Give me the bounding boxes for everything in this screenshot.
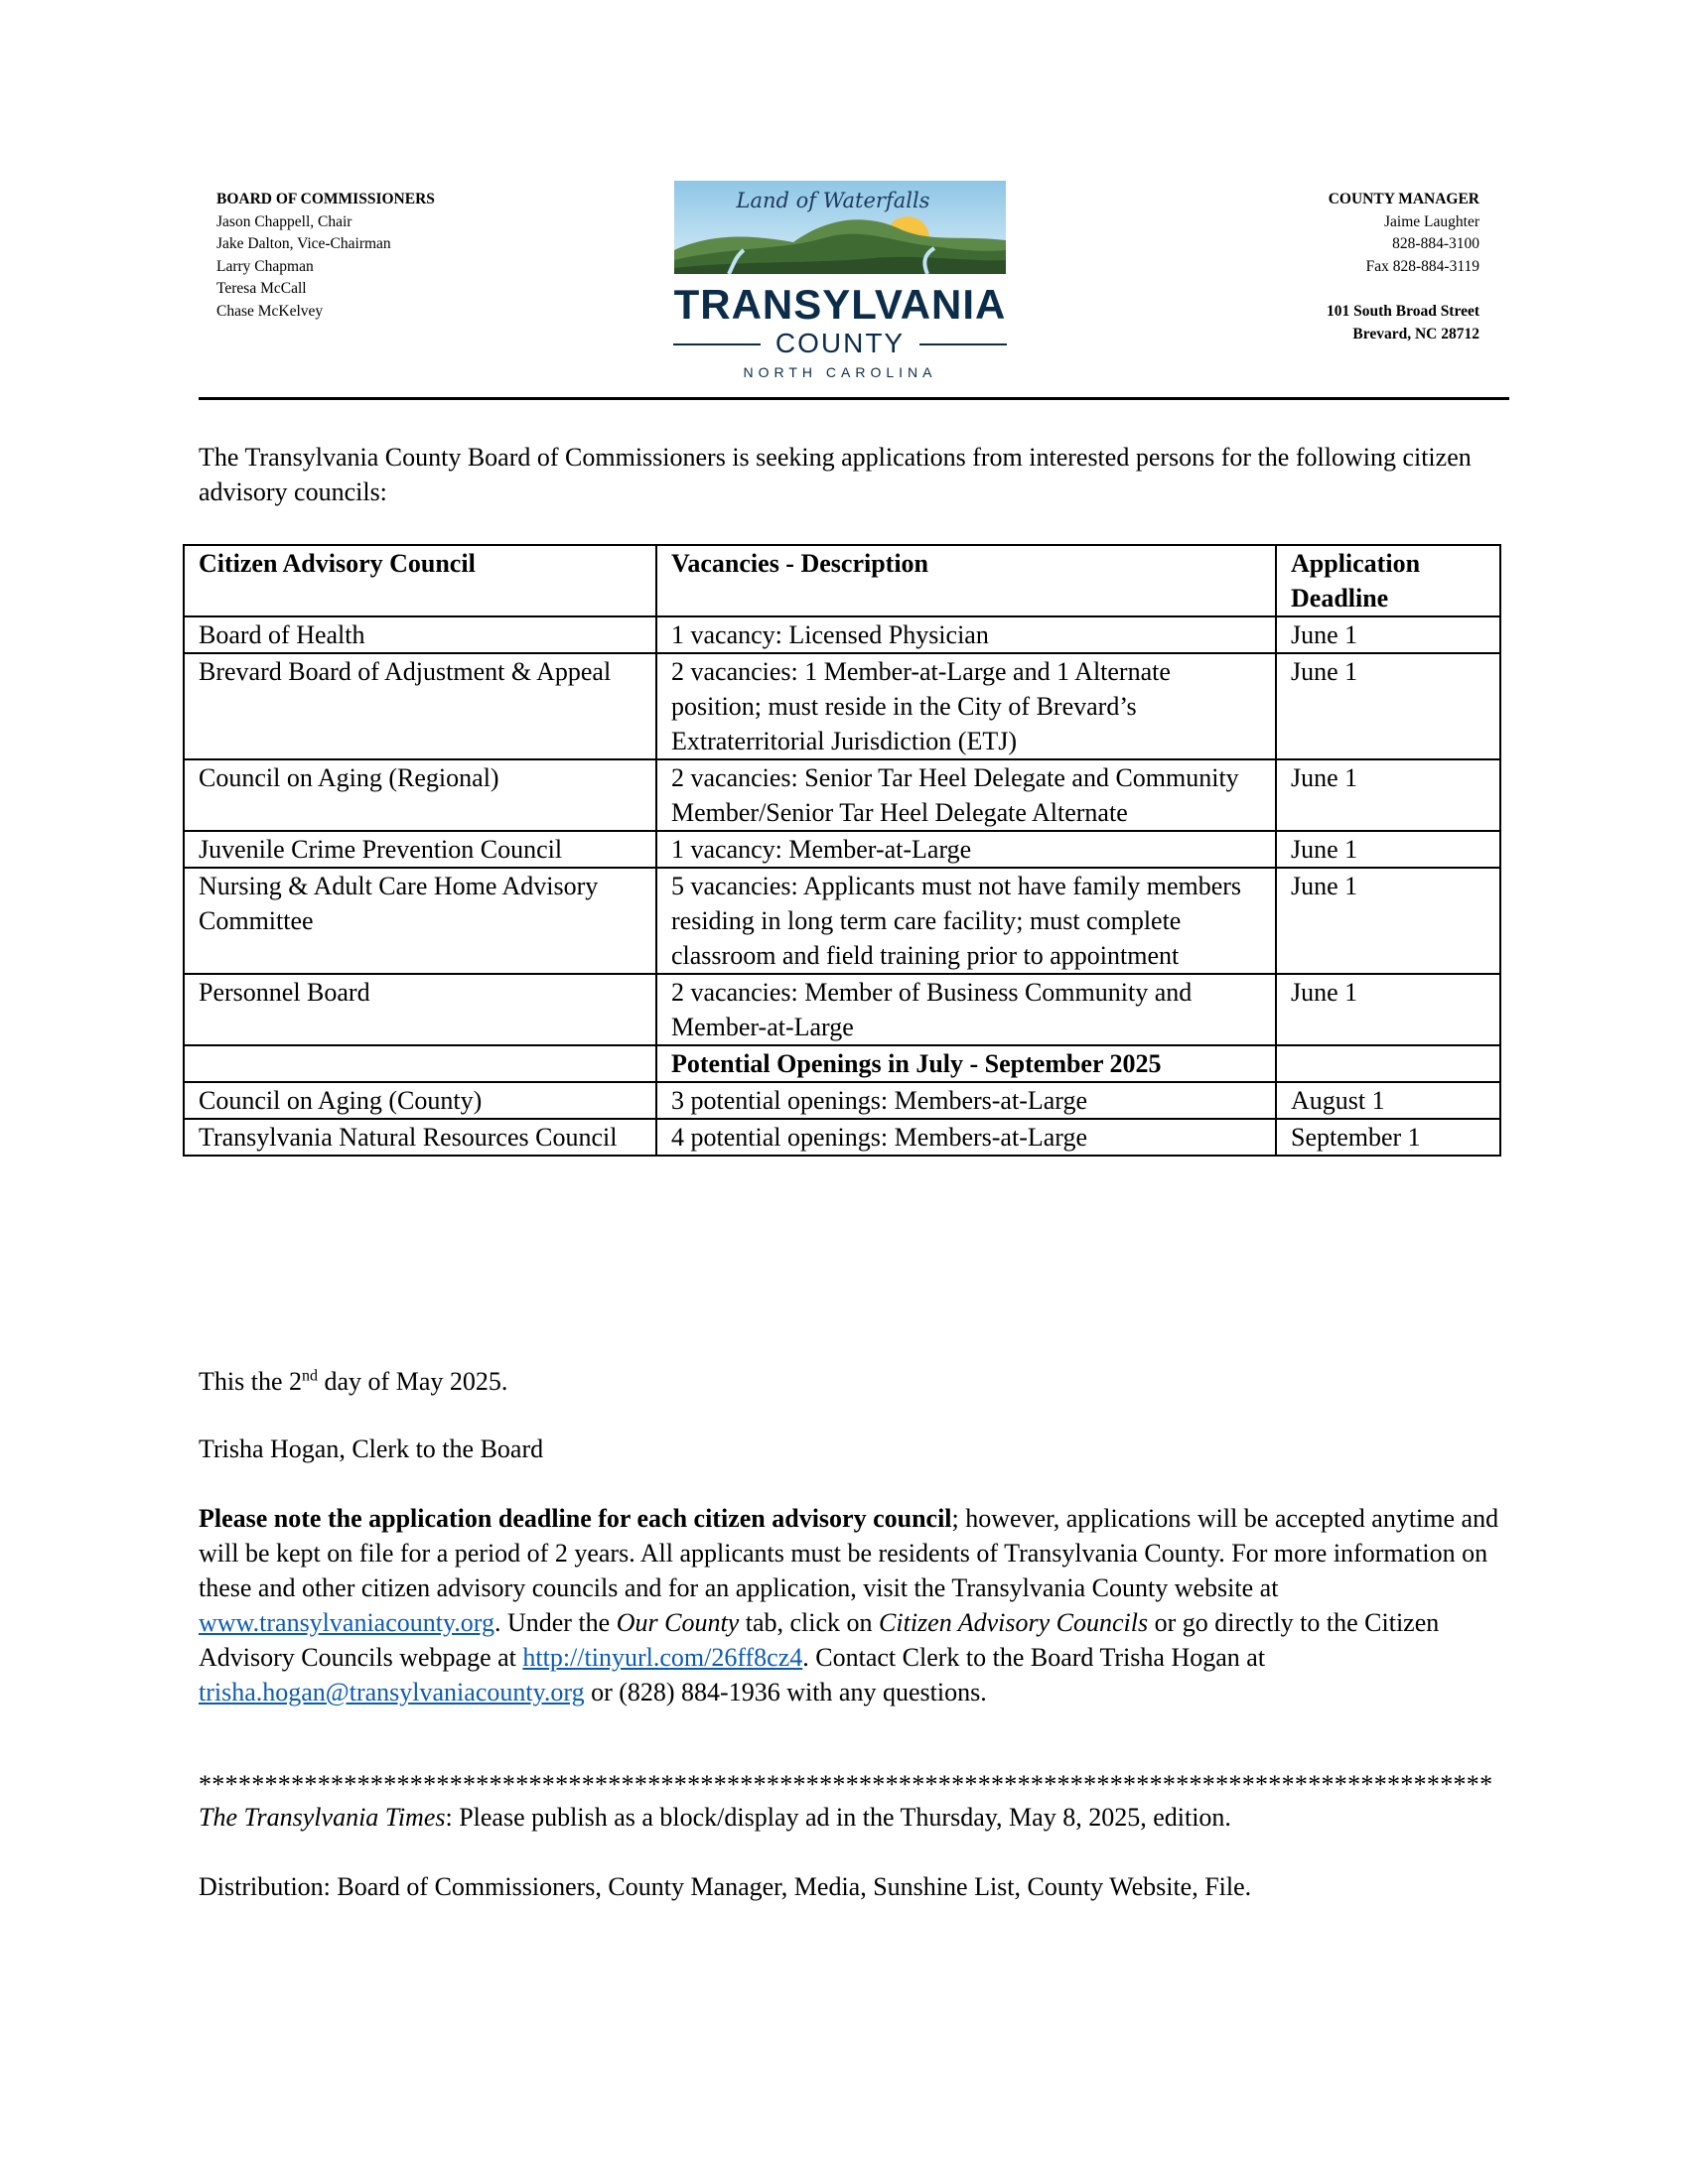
note-text: or go directly to the Citizen Advisory Councils webpage at (199, 1608, 1440, 1672)
board-member: Jake Dalton, Vice-Chairman (216, 235, 391, 252)
website-link[interactable]: www.transylvaniacounty.org (199, 1608, 494, 1637)
our-county-tab: Our County (616, 1608, 740, 1637)
column-header: Vacancies - Description (656, 545, 1276, 616)
potential-openings-heading: Potential Openings in July - September 2025 (656, 1045, 1276, 1082)
note-text: tab, click on (739, 1608, 880, 1637)
empty-cell (1276, 1045, 1500, 1082)
board-member: Larry Chapman (216, 257, 314, 275)
publication-note (199, 1800, 1509, 1835)
citizen-advisory-councils-label: Citizen Advisory Councils (879, 1608, 1149, 1637)
council-cell: Council on Aging (Regional) (184, 759, 656, 831)
vacancies-cell: 1 vacancy: Member-at-Large (656, 831, 1276, 868)
board-of-commissioners (216, 189, 435, 323)
clerk-signature: Trisha Hogan, Clerk to the Board (199, 1434, 544, 1463)
column-header: Application Deadline (1276, 545, 1500, 616)
council-cell: Transylvania Natural Resources Council (184, 1119, 656, 1156)
manager-heading: COUNTY MANAGER (1328, 191, 1479, 207)
tinyurl-link[interactable]: http://tinyurl.com/26ff8cz4 (522, 1643, 803, 1672)
deadline-cell: June 1 (1276, 653, 1500, 759)
note-bold: Please note the application deadline for each citizen advisory council (199, 1504, 952, 1533)
deadline-cell: June 1 (1276, 974, 1500, 1045)
address-line1: 101 South Broad Street (1326, 303, 1479, 320)
logo-county-word: COUNTY (774, 328, 906, 358)
vacancies-cell: 5 vacancies: Applicants must not have family members residing in long term care facility; must complete classroom and field training prior to appointment (656, 868, 1276, 974)
deadline-cell: June 1 (1276, 868, 1500, 974)
manager-fax: Fax 828-884-3119 (1365, 257, 1479, 275)
note-text: ; however, applications will be accepted anytime and will be kept on file for a period of 2 years. All applicants must be residents of Transylvania County. For more information on these and other citizen advisory councils and for an application, visit the Transylvania County website at (199, 1504, 1499, 1602)
svg-text:Land of Waterfalls: Land of Waterfalls (736, 189, 930, 212)
deadline-cell: September 1 (1276, 1119, 1500, 1156)
board-member: Jason Chappell, Chair (216, 212, 352, 230)
table-row (184, 1082, 1500, 1119)
note-text: . Under the (493, 1608, 617, 1637)
board-heading: BOARD OF COMMISSIONERS (216, 191, 435, 207)
intro-paragraph: The Transylvania County Board of Commissioners is seeking applications from interested persons for the following citizen advisory councils: (199, 443, 1472, 506)
board-member: Teresa McCall (216, 280, 307, 297)
date-ordinal: nd (302, 1367, 318, 1385)
deadline-cell: June 1 (1276, 759, 1500, 831)
council-cell: Board of Health (184, 616, 656, 653)
note-text: or (828) 884-1936 with any questions. (584, 1678, 987, 1706)
table-row (184, 974, 1500, 1045)
councils-table (183, 544, 1501, 1157)
board-member: Chase McKelvey (216, 302, 324, 320)
note-paragraph (199, 1501, 1509, 1709)
logo-name: TRANSYLVANIA (673, 281, 1007, 328)
potential-openings-row (184, 1045, 1500, 1082)
mountain-landscape-icon (674, 181, 1006, 274)
table-row (184, 653, 1500, 759)
publication-text: : Please publish as a block/display ad in the Thursday, May 8, 2025, edition. (445, 1803, 1231, 1832)
deadline-cell: August 1 (1276, 1082, 1500, 1119)
vacancies-cell: 1 vacancy: Licensed Physician (656, 616, 1276, 653)
vacancies-cell: 3 potential openings: Members-at-Large (656, 1082, 1276, 1119)
separator-stars: ************************************************************************************************** (199, 1770, 1493, 1799)
vacancies-cell: 2 vacancies: Senior Tar Heel Delegate and Community Member/Senior Tar Heel Delegate Alternate (656, 759, 1276, 831)
manager-phone: 828-884-3100 (1392, 235, 1479, 252)
table-header-row (184, 545, 1500, 616)
date-text: This the 2 (199, 1367, 302, 1396)
deadline-cell: June 1 (1276, 616, 1500, 653)
county-manager-block (1327, 189, 1479, 345)
header-divider (199, 397, 1509, 400)
council-cell: Nursing & Adult Care Home Advisory Committee (184, 868, 656, 974)
logo-state: NORTH CAROLINA (743, 364, 937, 380)
empty-cell (184, 1045, 656, 1082)
deadline-cell: June 1 (1276, 831, 1500, 868)
manager-name: Jaime Laughter (1384, 212, 1479, 230)
table-row (184, 616, 1500, 653)
table-row (184, 831, 1500, 868)
table-row (184, 759, 1500, 831)
table-row (184, 1119, 1500, 1156)
table-row (184, 868, 1500, 974)
council-cell: Personnel Board (184, 974, 656, 1045)
distribution-line: Distribution: Board of Commissioners, County Manager, Media, Sunshine List, County Website, File. (199, 1872, 1252, 1901)
date-line (199, 1364, 1509, 1399)
vacancies-cell: 2 vacancies: Member of Business Community and Member-at-Large (656, 974, 1276, 1045)
county-logo (671, 181, 1009, 384)
newspaper-name: The Transylvania Times (199, 1803, 446, 1832)
council-cell: Brevard Board of Adjustment & Appeal (184, 653, 656, 759)
logo-county (671, 328, 1009, 357)
vacancies-cell: 4 potential openings: Members-at-Large (656, 1119, 1276, 1156)
column-header: Citizen Advisory Council (184, 545, 656, 616)
council-cell: Council on Aging (County) (184, 1082, 656, 1119)
address-line2: Brevard, NC 28712 (1352, 325, 1479, 342)
email-link[interactable]: trisha.hogan@transylvaniacounty.org (199, 1678, 585, 1706)
note-text: . Contact Clerk to the Board Trisha Hogan at (802, 1643, 1266, 1672)
vacancies-cell: 2 vacancies: 1 Member-at-Large and 1 Alternate position; must reside in the City of Brevard’s Extraterritorial Jurisdiction (ETJ) (656, 653, 1276, 759)
council-cell: Juvenile Crime Prevention Council (184, 831, 656, 868)
date-text-end: day of May 2025. (318, 1367, 508, 1396)
